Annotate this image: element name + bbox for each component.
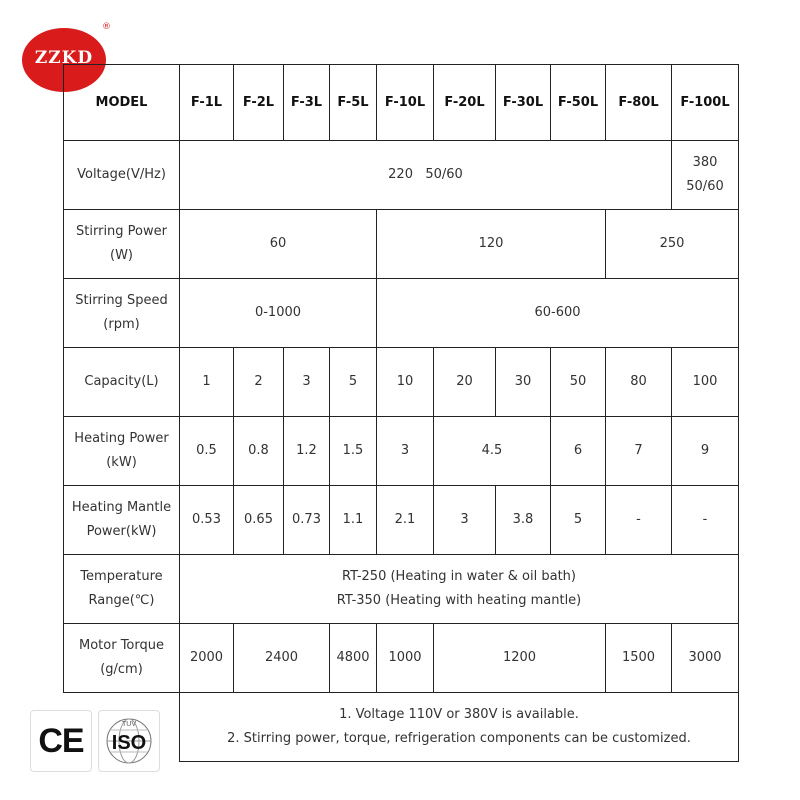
stirring-speed-value-high: 60-600	[377, 279, 739, 348]
capacity-cell: 100	[672, 348, 739, 417]
logo-text: ZZKD	[34, 48, 94, 68]
temperature-row	[64, 555, 739, 624]
header-f80l: F-80L	[606, 65, 672, 141]
header-f10l: F-10L	[377, 65, 434, 141]
stirring-speed-value-low: 0-1000	[180, 279, 377, 348]
torque-cell: 2000	[180, 624, 234, 693]
stirring-power-value-60: 60	[180, 210, 377, 279]
header-f20l: F-20L	[434, 65, 496, 141]
heating-power-cell: 4.5	[434, 417, 551, 486]
capacity-cell: 30	[496, 348, 551, 417]
torque-label: Motor Torque (g/cm)	[64, 624, 180, 693]
heating-power-cell: 1.2	[284, 417, 330, 486]
mantle-power-cell: 0.73	[284, 486, 330, 555]
heating-power-label: Heating Power (kW)	[64, 417, 180, 486]
header-f5l: F-5L	[330, 65, 377, 141]
header-f1l: F-1L	[180, 65, 234, 141]
notes-row	[64, 693, 739, 762]
heating-power-row	[64, 417, 739, 486]
torque-cell: 1200	[434, 624, 606, 693]
stirring-power-value-250: 250	[606, 210, 739, 279]
mantle-power-cell: -	[672, 486, 739, 555]
mantle-power-cell: 0.53	[180, 486, 234, 555]
registered-mark: ®	[102, 22, 111, 32]
torque-row	[64, 624, 739, 693]
torque-cell: 2400	[234, 624, 330, 693]
stirring-power-row	[64, 210, 739, 279]
mantle-power-cell: 1.1	[330, 486, 377, 555]
header-f3l: F-3L	[284, 65, 330, 141]
stirring-power-label: Stirring Power (W)	[64, 210, 180, 279]
capacity-cell: 5	[330, 348, 377, 417]
header-f30l: F-30L	[496, 65, 551, 141]
torque-cell: 3000	[672, 624, 739, 693]
mantle-power-cell: 5	[551, 486, 606, 555]
voltage-label: Voltage(V/Hz)	[64, 141, 180, 210]
iso-globe-icon	[103, 715, 155, 767]
temperature-value: RT-250 (Heating in water & oil bath) RT-350 (Heating with heating mantle)	[180, 555, 739, 624]
stirring-speed-label: Stirring Speed (rpm)	[64, 279, 180, 348]
torque-cell: 1500	[606, 624, 672, 693]
mantle-power-label: Heating Mantle Power(kW)	[64, 486, 180, 555]
ce-mark-text: CE	[38, 722, 84, 760]
heating-power-cell: 0.8	[234, 417, 284, 486]
header-model: MODEL	[64, 65, 180, 141]
stirring-power-value-120: 120	[377, 210, 606, 279]
mantle-power-cell: 0.65	[234, 486, 284, 555]
notes-value: 1. Voltage 110V or 380V is available. 2. Stirring power, torque, refrigeration components can be customized.	[180, 693, 739, 762]
heating-power-cell: 9	[672, 417, 739, 486]
mantle-power-cell: -	[606, 486, 672, 555]
stirring-speed-row	[64, 279, 739, 348]
temperature-label: Temperature Range(℃)	[64, 555, 180, 624]
header-f2l: F-2L	[234, 65, 284, 141]
capacity-cell: 2	[234, 348, 284, 417]
capacity-cell: 20	[434, 348, 496, 417]
capacity-row	[64, 348, 739, 417]
capacity-cell: 3	[284, 348, 330, 417]
capacity-label: Capacity(L)	[64, 348, 180, 417]
capacity-cell: 50	[551, 348, 606, 417]
header-f100l: F-100L	[672, 65, 739, 141]
spec-table	[63, 64, 739, 762]
voltage-row	[64, 141, 739, 210]
heating-power-cell: 3	[377, 417, 434, 486]
header-row	[64, 65, 739, 141]
mantle-power-cell: 2.1	[377, 486, 434, 555]
capacity-cell: 1	[180, 348, 234, 417]
heating-power-cell: 7	[606, 417, 672, 486]
mantle-power-cell: 3	[434, 486, 496, 555]
iso-text: ISO	[111, 732, 147, 754]
mantle-power-cell: 3.8	[496, 486, 551, 555]
mantle-power-row	[64, 486, 739, 555]
header-f50l: F-50L	[551, 65, 606, 141]
heating-power-cell: 0.5	[180, 417, 234, 486]
voltage-value-380: 380 50/60	[672, 141, 739, 210]
heating-power-cell: 6	[551, 417, 606, 486]
heating-power-cell: 1.5	[330, 417, 377, 486]
voltage-value-220: 220 50/60	[180, 141, 672, 210]
capacity-cell: 10	[377, 348, 434, 417]
torque-cell: 4800	[330, 624, 377, 693]
torque-cell: 1000	[377, 624, 434, 693]
iso-certification-icon	[98, 710, 160, 772]
iso-top-text: TUV	[122, 721, 136, 728]
capacity-cell: 80	[606, 348, 672, 417]
ce-mark-icon	[30, 710, 92, 772]
